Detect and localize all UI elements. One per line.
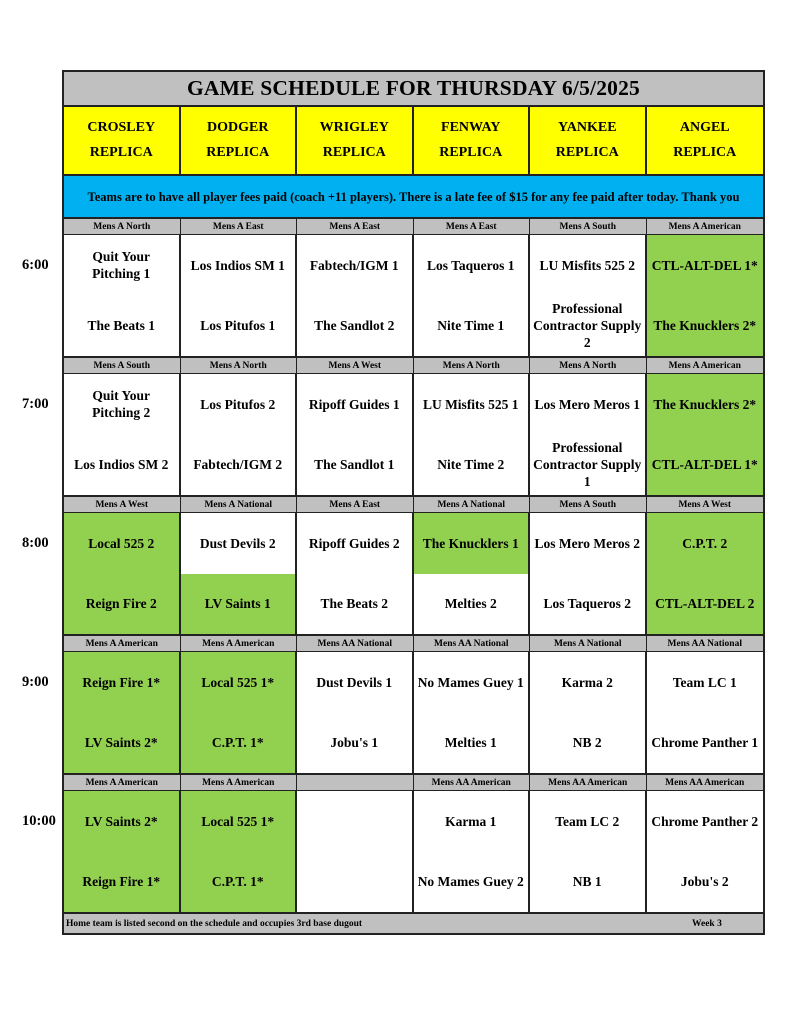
home-team: The Beats 2: [297, 574, 412, 635]
home-team: Nite Time 2: [414, 435, 529, 496]
division-label: Mens A American: [668, 221, 741, 232]
division-label: Mens AA National: [667, 638, 742, 649]
footer-note: Home team is listed second on the schedule and occupies 3rd base dugout: [66, 918, 363, 929]
division-label: Mens A North: [181, 358, 298, 373]
schedule-sheet: [62, 70, 765, 935]
division-row: [64, 636, 763, 652]
time-slot-row: [64, 513, 763, 636]
field-sub: REPLICA: [439, 145, 503, 161]
home-team: LV Saints 1: [181, 574, 296, 635]
division-label: Mens A East: [181, 219, 298, 234]
game-cell: [181, 374, 298, 495]
division-label: Mens A South: [530, 497, 647, 512]
away-team: Fabtech/IGM 1: [297, 235, 412, 296]
away-team: Ripoff Guides 2: [297, 513, 412, 574]
away-team: Karma 1: [414, 791, 529, 852]
home-team: NB 2: [530, 713, 645, 774]
game-cell: [297, 235, 414, 356]
game-cell: [530, 513, 647, 634]
time-slot-row: [64, 652, 763, 775]
game-cell: [414, 791, 531, 912]
division-label: Mens A East: [414, 219, 531, 234]
game-cell: [530, 791, 647, 912]
schedule-grid: [64, 219, 763, 914]
field-header-fenway: [414, 107, 531, 174]
game-cell: [64, 791, 181, 912]
home-team: The Sandlot 1: [297, 435, 412, 496]
division-label: Mens A American: [181, 775, 298, 790]
away-team: LU Misfits 525 1: [414, 374, 529, 435]
away-team: Los Taqueros 1: [414, 235, 529, 296]
home-team: The Sandlot 2: [297, 296, 412, 357]
game-cell: [647, 513, 764, 634]
field-name: WRIGLEY: [319, 119, 389, 135]
away-team: [297, 791, 412, 852]
field-sub: REPLICA: [206, 145, 270, 161]
page-title: GAME SCHEDULE FOR THURSDAY 6/5/2025: [64, 72, 763, 107]
division-label: Mens A American: [64, 775, 181, 790]
game-cell: [647, 652, 764, 773]
division-label: Mens A National: [181, 497, 298, 512]
division-label: Mens A South: [64, 358, 181, 373]
home-team: Professional Contractor Supply 1: [530, 435, 645, 496]
away-team: Los Pitufos 2: [181, 374, 296, 435]
time-label: 9:00: [22, 674, 49, 690]
division-label: Mens A American: [668, 360, 741, 371]
game-cell: [414, 652, 531, 773]
game-cell: [530, 374, 647, 495]
away-team: Los Indios SM 1: [181, 235, 296, 296]
game-cell: [647, 791, 764, 912]
home-team: Reign Fire 1*: [64, 852, 179, 913]
division-label: Mens AA National: [297, 636, 414, 651]
field-name: ANGEL: [679, 119, 730, 135]
footer-bar: [64, 914, 763, 933]
home-team: The Knucklers 2*: [647, 296, 764, 357]
home-team: C.P.T. 1*: [181, 852, 296, 913]
field-header-row: [64, 107, 763, 176]
game-cell: [297, 513, 414, 634]
division-label: Mens A East: [297, 497, 414, 512]
away-team: The Knucklers 2*: [647, 374, 764, 435]
field-name: DODGER: [207, 119, 269, 135]
division-label: Mens A North: [64, 219, 181, 234]
time-label: 10:00: [22, 813, 56, 829]
away-team: CTL-ALT-DEL 1*: [647, 235, 764, 296]
game-cell: [647, 235, 764, 356]
away-team: Karma 2: [530, 652, 645, 713]
game-cell: [530, 235, 647, 356]
away-team: Team LC 2: [530, 791, 645, 852]
home-team: No Mames Guey 2: [414, 852, 529, 913]
home-team: Jobu's 2: [647, 852, 764, 913]
time-label: 7:00: [22, 396, 49, 412]
division-label: Mens A West: [297, 358, 414, 373]
division-label: Mens A National: [414, 497, 531, 512]
game-cell: [64, 652, 181, 773]
home-team: Melties 1: [414, 713, 529, 774]
away-team: LV Saints 2*: [64, 791, 179, 852]
division-label: Mens AA American: [414, 775, 531, 790]
field-sub: REPLICA: [322, 145, 386, 161]
away-team: Local 525 2: [64, 513, 179, 574]
time-label: 8:00: [22, 535, 49, 551]
away-team: The Knucklers 1: [414, 513, 529, 574]
away-team: Los Mero Meros 2: [530, 513, 645, 574]
game-cell: [181, 652, 298, 773]
home-team: Los Indios SM 2: [64, 435, 179, 496]
game-cell: [647, 374, 764, 495]
home-team: Nite Time 1: [414, 296, 529, 357]
home-team: Jobu's 1: [297, 713, 412, 774]
game-cell: [414, 513, 531, 634]
game-cell: [181, 513, 298, 634]
away-team: No Mames Guey 1: [414, 652, 529, 713]
field-header-wrigley: [297, 107, 414, 174]
fee-notice: Teams are to have all player fees paid (coach +11 players). There is a late fee of $15 for any fee paid after today. Thank you: [64, 176, 763, 219]
division-label: Mens A National: [530, 636, 647, 651]
home-team: C.P.T. 1*: [181, 713, 296, 774]
home-team: CTL-ALT-DEL 2: [647, 574, 764, 635]
away-team: Local 525 1*: [181, 652, 296, 713]
division-label: Mens A North: [414, 358, 531, 373]
home-team: [297, 852, 412, 913]
division-label: Mens A West: [64, 497, 181, 512]
field-header-dodger: [181, 107, 298, 174]
division-row: [64, 358, 763, 374]
week-label: Week 3: [692, 918, 722, 929]
division-label: Mens AA American: [530, 775, 647, 790]
time-slot-row: [64, 791, 763, 914]
away-team: Team LC 1: [647, 652, 764, 713]
game-cell: [414, 374, 531, 495]
field-name: FENWAY: [441, 119, 501, 135]
away-team: Local 525 1*: [181, 791, 296, 852]
field-sub: REPLICA: [89, 145, 153, 161]
time-slot-row: [64, 235, 763, 358]
game-cell: [297, 374, 414, 495]
home-team: Melties 2: [414, 574, 529, 635]
home-team: Reign Fire 2: [64, 574, 179, 635]
division-label: Mens A West: [678, 499, 732, 510]
game-cell: [64, 374, 181, 495]
field-header-yankee: [530, 107, 647, 174]
division-label: [297, 775, 414, 790]
division-row: [64, 219, 763, 235]
division-label: Mens AA American: [665, 777, 745, 788]
field-sub: REPLICA: [555, 145, 619, 161]
time-label: 6:00: [22, 257, 49, 273]
game-cell: [297, 791, 414, 912]
division-label: Mens A East: [297, 219, 414, 234]
home-team: Los Taqueros 2: [530, 574, 645, 635]
home-team: NB 1: [530, 852, 645, 913]
away-team: LU Misfits 525 2: [530, 235, 645, 296]
game-cell: [64, 513, 181, 634]
away-team: Quit Your Pitching 2: [64, 374, 179, 435]
field-header-crosley: [64, 107, 181, 174]
division-row: [64, 497, 763, 513]
division-label: Mens A American: [64, 636, 181, 651]
field-sub: REPLICA: [673, 145, 737, 161]
field-name: CROSLEY: [87, 119, 156, 135]
field-header-angel: [647, 107, 764, 174]
game-cell: [414, 235, 531, 356]
away-team: C.P.T. 2: [647, 513, 764, 574]
home-team: LV Saints 2*: [64, 713, 179, 774]
game-cell: [181, 791, 298, 912]
game-cell: [530, 652, 647, 773]
away-team: Dust Devils 2: [181, 513, 296, 574]
time-slot-row: [64, 374, 763, 497]
game-cell: [297, 652, 414, 773]
away-team: Reign Fire 1*: [64, 652, 179, 713]
home-team: Professional Contractor Supply 2: [530, 296, 645, 357]
home-team: Chrome Panther 1: [647, 713, 764, 774]
home-team: CTL-ALT-DEL 1*: [647, 435, 764, 496]
home-team: Los Pitufos 1: [181, 296, 296, 357]
away-team: Quit Your Pitching 1: [64, 235, 179, 296]
division-label: Mens AA National: [414, 636, 531, 651]
away-team: Ripoff Guides 1: [297, 374, 412, 435]
away-team: Chrome Panther 2: [647, 791, 764, 852]
division-label: Mens A American: [181, 636, 298, 651]
home-team: Fabtech/IGM 2: [181, 435, 296, 496]
game-cell: [181, 235, 298, 356]
division-label: Mens A North: [530, 358, 647, 373]
field-name: YANKEE: [557, 119, 617, 135]
away-team: Los Mero Meros 1: [530, 374, 645, 435]
away-team: Dust Devils 1: [297, 652, 412, 713]
division-row: [64, 775, 763, 791]
game-cell: [64, 235, 181, 356]
division-label: Mens A South: [530, 219, 647, 234]
home-team: The Beats 1: [64, 296, 179, 357]
